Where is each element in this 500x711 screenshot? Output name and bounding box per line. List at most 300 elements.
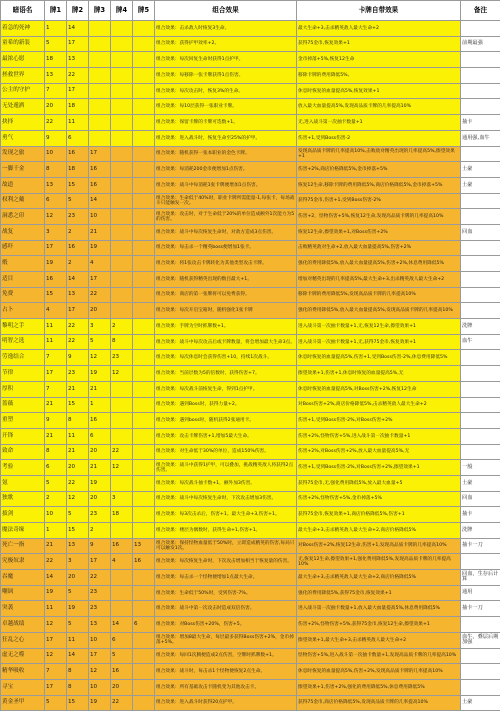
card-1: 4: [45, 303, 67, 319]
card-5: [133, 428, 155, 444]
note: 土豪: [461, 177, 500, 193]
table-row: [1, 570, 500, 586]
card-1: 10: [45, 146, 67, 162]
card-effect: 怪物伤害+5%,进入战斗第一次抽卡数量+1,发现高品质卡牌的几率提高10%: [297, 648, 461, 664]
card-2: 13: [67, 287, 89, 303]
combo-effect: 组合效果：每移除一张卡牌获得1点伤害。: [155, 68, 297, 84]
card-2: 18: [67, 99, 89, 115]
note: [461, 83, 500, 99]
header-name: 暗语名: [1, 1, 45, 21]
table-row: [1, 146, 500, 162]
table-row: [1, 99, 500, 115]
header-combo-effect: 组合效果: [155, 1, 297, 21]
card-effect: 放入最大血量提高5%,发现高品质卡牌的几率提高10%: [297, 99, 461, 115]
card-effect: 擦望效果+1,最大生命+3,击杀精英敌人最大生命+2: [297, 632, 461, 648]
card-1: 14: [45, 570, 67, 586]
card-effect: 发现高品质卡牌的几率提高10%,击败敌对精英出现的几率提高5%,擦望效果+1: [297, 146, 461, 162]
card-2: 13: [67, 52, 89, 68]
table-row: [1, 507, 500, 523]
table-row: [1, 397, 500, 413]
note: [461, 413, 500, 429]
card-1: 16: [45, 272, 67, 288]
card-effect: 擦望效果+1,伤害+2%,强化的费用降低5%,休息费用降低5%: [297, 679, 461, 695]
note: 一般: [461, 460, 500, 476]
card-1: 9: [45, 413, 67, 429]
card-5: [133, 491, 155, 507]
combo-effect: 组合效果：获得护甲效率+2。: [155, 36, 297, 52]
note: [461, 554, 500, 570]
card-2: 19: [67, 601, 89, 617]
card-5: [133, 632, 155, 648]
combo-effect: 组合效果：战斗时，每击杀1个怪物便恢复2点生命。: [155, 664, 297, 680]
card-5: [133, 444, 155, 460]
card-1: 17: [45, 366, 67, 382]
combo-effect: 组合效果：所有基础攻击卡随机变为其他攻击卡。: [155, 679, 297, 695]
combo-effect: 组合效果：每次攻击时，恢复3%的生命。: [155, 83, 297, 99]
card-effect: 强化的费用降低5%,放入最大血量提高5%,伤害+2%,休息费用降低5%: [297, 256, 461, 272]
card-effect: 伤害+1,受到Boss伤害-2%,对Boss伤害+2%,擦望效果+1: [297, 460, 461, 476]
table-row: [1, 68, 500, 84]
note: [461, 679, 500, 695]
card-3: [89, 130, 111, 146]
card-4: [111, 256, 133, 272]
note: 抽卡: [461, 115, 500, 131]
note: 抽卡一刀: [461, 538, 500, 554]
combo-name: 占卜: [1, 303, 45, 319]
header-card4: 牌4: [111, 1, 133, 21]
note: [461, 366, 500, 382]
card-effect: 获得75金币,无,强化费用降低5%,放入最大血量+5: [297, 475, 461, 491]
note: [461, 397, 500, 413]
note: 洗牌: [461, 523, 500, 539]
card-effect: 休息时恢复的血量提高5%,对Boss伤害+2%,恢复12生命: [297, 381, 461, 397]
combo-effect: 组合效果：每击杀一个怪物便增加1点最大生命。: [155, 570, 297, 586]
card-effect: 无,进入战斗第一次抽卡数量+1: [297, 115, 461, 131]
card-2: 5: [67, 617, 89, 633]
card-2: 21: [67, 381, 89, 397]
combo-name: 抉择: [1, 115, 45, 131]
card-4: [111, 52, 133, 68]
combo-name: 死亡一指: [1, 538, 45, 554]
combo-effect: 组合效果：生命低于50%时，受到伤害-7%。: [155, 585, 297, 601]
card-1: 21: [45, 428, 67, 444]
combo-name: 权利之戴: [1, 193, 45, 209]
card-1: 8: [45, 444, 67, 460]
card-5: [133, 21, 155, 37]
combo-name: 突袭: [1, 601, 45, 617]
table-row: [1, 366, 500, 382]
card-4: [111, 381, 133, 397]
card-3: 4: [89, 256, 111, 272]
card-effect: 进入战斗第一次抽卡数量+1,放入最大血量提高5%,休息费用降低5%: [297, 601, 461, 617]
card-effect: 移除卡牌的费用降低5%,发现高品质卡牌的几率提高10%: [297, 287, 461, 303]
card-effect: 获得75金币,恢复效果+1,商店价格降低5%,伤害+1: [297, 507, 461, 523]
card-5: [133, 475, 155, 491]
combo-effect: 组合效果：进入战斗时，恢复生命至25%的护甲。: [155, 130, 297, 146]
card-5: [133, 601, 155, 617]
card-2: 23: [67, 209, 89, 225]
card-effect: 伤害+2%,怪物伤害+5%,金币掉落+5%: [297, 491, 461, 507]
table-row: [1, 193, 500, 209]
combo-effect: 组合效果：攻击时，对于生命低于20%的单位造成额外1次能力为5的伤害。: [155, 209, 297, 225]
table-row: [1, 523, 500, 539]
table-row: [1, 679, 500, 695]
card-4: [111, 36, 133, 52]
card-effect: 最大生命+3,击杀精英敌人最大生命+2: [297, 21, 461, 37]
card-5: [133, 177, 155, 193]
note: [461, 444, 500, 460]
combo-name: 蔷薇: [1, 397, 45, 413]
card-4: 2: [111, 319, 133, 335]
note: 土豪: [461, 695, 500, 711]
note: [461, 52, 500, 68]
table-row: [1, 319, 500, 335]
card-2: 15: [67, 523, 89, 539]
card-2: 20: [67, 460, 89, 476]
card-4: 16: [111, 538, 133, 554]
combo-effect: 组合效果：每击杀一个精英boss便增加1张卡。: [155, 240, 297, 256]
card-4: 22: [111, 444, 133, 460]
combo-effect: 组合效果：当前层数为5的倍数时，获得伤害+7。: [155, 366, 297, 382]
table-row: [1, 130, 500, 146]
card-4: 3: [111, 491, 133, 507]
table-row: [1, 209, 500, 225]
combo-name: 最浓心愿: [1, 52, 45, 68]
combo-name: 重塑: [1, 413, 45, 429]
header-row: [1, 1, 500, 21]
card-5: [133, 319, 155, 335]
card-2: 11: [67, 115, 89, 131]
note: 血牛，叠层后期加强: [461, 632, 500, 648]
card-5: [133, 99, 155, 115]
card-5: [133, 664, 155, 680]
combo-effect: 组合效果：随机获得一张本职业的金色卡牌。: [155, 146, 297, 162]
card-1: 11: [45, 601, 67, 617]
card-3: 19: [89, 240, 111, 256]
card-4: 4: [111, 554, 133, 570]
card-1: 6: [45, 193, 67, 209]
card-effect: 恢复12生命,擦望效果+1,对Boss伤害+2%: [297, 224, 461, 240]
combo-effect: 组合效果：每次恢复生命时，下次攻击增加相当于恢复量的伤害。: [155, 554, 297, 570]
card-effect: 击败精英敌对生命+2,放入最大血量提高5%,伤害+2%: [297, 240, 461, 256]
combo-effect: 组合效果：攻击卡牌伤害+1,增加5最大生命。: [155, 428, 297, 444]
card-1: 15: [45, 287, 67, 303]
note: [461, 664, 500, 680]
card-3: [89, 99, 111, 115]
card-4: [111, 475, 133, 491]
card-2: 16: [67, 146, 89, 162]
card-4: [111, 146, 133, 162]
combo-name: 战复: [1, 224, 45, 240]
note: 抽卡: [461, 507, 500, 523]
combo-effect: 组合效果：增加8最大生命，每层最多获得Boss伤害+2%，金币掉落+5%。: [155, 632, 297, 648]
combo-name: 公主的守护: [1, 83, 45, 99]
note: [461, 648, 500, 664]
card-2: 2: [67, 256, 89, 272]
card-2: 16: [67, 240, 89, 256]
combo-effect: 组合效果：战斗中每次恢复生命时，对敌方造成3点伤害。: [155, 224, 297, 240]
card-2: 9: [67, 350, 89, 366]
card-1: 9: [45, 130, 67, 146]
card-2: 14: [67, 648, 89, 664]
table-row: [1, 224, 500, 240]
card-effect: 获得75金币,商店价格降低5%,发现高品质卡牌的几率提高10%: [297, 695, 461, 711]
combo-effect: 组合效果：每次休息时会获得伤害+10，持续1次战斗。: [155, 350, 297, 366]
card-2: 12: [67, 491, 89, 507]
card-4: [111, 287, 133, 303]
card-4: 12: [111, 366, 133, 382]
note: [461, 68, 500, 84]
note: [461, 381, 500, 397]
card-2: 8: [67, 664, 89, 680]
card-2: 6: [67, 130, 89, 146]
card-5: [133, 115, 155, 131]
card-4: [111, 177, 133, 193]
card-3: 16: [89, 413, 111, 429]
card-effect: 休息时恢复的血量提高5%,恢复效果+1: [297, 83, 461, 99]
card-effect: 对Boss伤害+2%,商店价格降低5%,击杀精英敌人最大生命+2: [297, 397, 461, 413]
combo-name: 勇气: [1, 130, 45, 146]
combo-effect: 组合效果：每次战斗前恢复生命，得到1点护甲。: [155, 381, 297, 397]
card-1: 7: [45, 350, 67, 366]
card-3: [89, 115, 111, 131]
card-5: [133, 68, 155, 84]
table-row: [1, 648, 500, 664]
combo-name: 无处遁洒: [1, 99, 45, 115]
combo-name: 童希的新装: [1, 36, 45, 52]
table-row: [1, 350, 500, 366]
table-row: [1, 21, 500, 37]
card-1: 8: [45, 162, 67, 178]
header-card5: 牌5: [133, 1, 155, 21]
card-2: 21: [67, 444, 89, 460]
card-3: 22: [89, 570, 111, 586]
card-effect: 伤害+1,受到Boss伤害-2: [297, 130, 461, 146]
combo-effect: 组合效果：进入战斗时获得20点护甲。: [155, 695, 297, 711]
card-3: 10: [89, 632, 111, 648]
card-3: 10: [89, 679, 111, 695]
note: 抽卡一刀: [461, 601, 500, 617]
combo-name: 精华吸收: [1, 664, 45, 680]
card-3: 23: [89, 585, 111, 601]
combo-name: 发现之旅: [1, 146, 45, 162]
card-2: 20: [67, 570, 89, 586]
card-3: 3: [89, 319, 111, 335]
combo-effect: 组合效果：每次回复生命时获得1点护甲。: [155, 52, 297, 68]
card-3: 10: [89, 209, 111, 225]
card-effect: 休息时恢复的血量提高5%,伤害+1,受到Boss伤害-2%,休息费用降低5%: [297, 350, 461, 366]
combo-name: 感吓: [1, 240, 45, 256]
card-effect: 恢复12生命,移除卡牌的费用降低5%,商店价格降低5%,金币掉落+5%: [297, 177, 461, 193]
combo-effect: 组合效果：对生命低于30%的单位，造成150%伤害。: [155, 444, 297, 460]
card-1: 1: [45, 21, 67, 37]
card-4: [111, 193, 133, 209]
combo-name: 独歌: [1, 491, 45, 507]
combo-name: 黎明之手: [1, 319, 45, 335]
card-4: 16: [111, 664, 133, 680]
card-5: 6: [133, 617, 155, 633]
combo-effect: 组合效果：将1张攻击卡牌转化为其他类型攻击卡牌。: [155, 256, 297, 272]
combo-effect: 组合效果：每次战斗抽卡数+1，额外加3伤害。: [155, 475, 297, 491]
note: 前期最强: [461, 36, 500, 52]
card-1: 11: [45, 334, 67, 350]
combo-effect: 组合效果：手牌为空时抓牌数+1。: [155, 319, 297, 335]
card-1: 7: [45, 664, 67, 680]
card-4: [111, 240, 133, 256]
card-2: 5: [67, 193, 89, 209]
card-5: [133, 303, 155, 319]
card-3: 21: [89, 381, 111, 397]
note: 血牛: [461, 334, 500, 350]
card-2: 22: [67, 334, 89, 350]
combo-name: 免费: [1, 287, 45, 303]
combo-effect: 组合效果：每次开启宝箱时，随机强化1张卡牌: [155, 303, 297, 319]
header-note: 备注: [461, 1, 500, 21]
card-3: 20: [89, 444, 111, 460]
card-1: 5: [45, 695, 67, 711]
combo-effect: 组合效果：战斗中每次恢复生命时，下次攻击增加3伤害。: [155, 491, 297, 507]
card-2: 8: [67, 679, 89, 695]
card-1: 12: [45, 648, 67, 664]
card-3: 19: [89, 475, 111, 491]
combo-effect: 组合效果：每回1次腾便造成2点伤害，空牌时抓牌数+1。: [155, 648, 297, 664]
card-2: 15: [67, 177, 89, 193]
card-4: 14: [111, 617, 133, 633]
combo-name: 拔剑: [1, 507, 45, 523]
note: [461, 303, 500, 319]
combo-name: 狂乱之心: [1, 632, 45, 648]
card-2: 22: [67, 475, 89, 491]
card-4: [111, 162, 133, 178]
card-1: 5: [45, 475, 67, 491]
card-3: 20: [89, 303, 111, 319]
table-row: [1, 240, 500, 256]
card-4: 23: [111, 350, 133, 366]
card-effect: 强化的费用降低5%,放入最大血量提高5%,发现高品质卡牌的几率提高10%: [297, 303, 461, 319]
table-row: [1, 381, 500, 397]
card-3: 14: [89, 193, 111, 209]
card-5: [133, 695, 155, 711]
card-2: 17: [67, 36, 89, 52]
card-5: [133, 83, 155, 99]
card-3: 17: [89, 272, 111, 288]
card-3: [89, 68, 111, 84]
card-1: 12: [45, 617, 67, 633]
combo-name: 煅: [1, 256, 45, 272]
card-5: 13: [133, 538, 155, 554]
card-3: [89, 21, 111, 37]
combo-name: 考验: [1, 460, 45, 476]
card-2: 18: [67, 162, 89, 178]
card-3: 9: [89, 538, 111, 554]
card-5: [133, 256, 155, 272]
card-4: 12: [111, 460, 133, 476]
card-2: 5: [67, 585, 89, 601]
table-row: [1, 413, 500, 429]
combo-name: 洞悉之印: [1, 209, 45, 225]
note: 土豪: [461, 475, 500, 491]
card-3: 22: [89, 287, 111, 303]
table-row: [1, 695, 500, 711]
card-5: [133, 209, 155, 225]
card-1: 12: [45, 209, 67, 225]
combo-effect: 组合效果：保持怪物血量低于50%时，立即造成精英的伤害,每局只可以触发1次。: [155, 538, 297, 554]
note: [461, 428, 500, 444]
card-effect: 擦望效果+1,伤害+1,休息时恢复的血量提高5%,无: [297, 366, 461, 382]
header-card3: 牌3: [89, 1, 111, 21]
card-4: [111, 209, 133, 225]
card-5: [133, 193, 155, 209]
card-1: 1: [45, 523, 67, 539]
note: 回血，生存后计算: [461, 570, 500, 586]
card-effect: 强化的费用降低5%,获得75金币,恢复效果+1: [297, 585, 461, 601]
card-5: [133, 146, 155, 162]
card-effect: 获得75金币,恢复效果+1: [297, 36, 461, 52]
note: 洗牌: [461, 319, 500, 335]
combo-name: 吞魔: [1, 570, 45, 586]
combo-name: 开锋: [1, 428, 45, 444]
note: [461, 287, 500, 303]
card-5: [133, 679, 155, 695]
header-card1: 牌1: [45, 1, 67, 21]
card-5: [133, 381, 155, 397]
card-3: [89, 52, 111, 68]
card-1: 13: [45, 177, 67, 193]
card-2: 11: [67, 632, 89, 648]
table-row: [1, 617, 500, 633]
card-5: [133, 334, 155, 350]
card-4: [111, 68, 133, 84]
card-3: 21: [89, 460, 111, 476]
card-1: 17: [45, 632, 67, 648]
card-1: 22: [45, 115, 67, 131]
table-row: [1, 83, 500, 99]
combo-name: 寻宝: [1, 679, 45, 695]
combo-effect: 组合效果：生命低于40%时，职业卡牌所需能量-1,每张卡，每场战斗只能触发一次。: [155, 193, 297, 209]
card-4: [111, 21, 133, 37]
card-3: 21: [89, 224, 111, 240]
combo-effect: 组合效果：商店的第一张牌将可以免费获得。: [155, 287, 297, 303]
card-4: [111, 115, 133, 131]
combo-effect: 组合效果：保留卡牌的卡牌可选数+1。: [155, 115, 297, 131]
card-5: [133, 224, 155, 240]
card-4: 22: [111, 695, 133, 711]
card-4: 20: [111, 679, 133, 695]
card-3: 20: [89, 491, 111, 507]
combo-name: 拯救世界: [1, 68, 45, 84]
combo-name: 魔法奇缘: [1, 523, 45, 539]
card-5: [133, 585, 155, 601]
card-1: 20: [45, 99, 67, 115]
combo-name: 致命: [1, 444, 45, 460]
card-effect: 进入战斗第一次抽卡数量+1,无,获得75金币,恢复效果+1: [297, 334, 461, 350]
card-3: 19: [89, 366, 111, 382]
card-effect: 对Boss伤害+2%,恢复12生命,伤害+1,发现高品质卡牌的几率提高10%: [297, 538, 461, 554]
card-4: [111, 413, 133, 429]
note: [461, 193, 500, 209]
card-5: [133, 648, 155, 664]
card-4: 8: [111, 334, 133, 350]
card-2: 8: [67, 413, 89, 429]
note: [461, 146, 500, 162]
combo-effect: 组合效果：战斗中每消耗1张卡牌便增加1点伤害。: [155, 177, 297, 193]
card-3: 5: [89, 334, 111, 350]
table-row: [1, 664, 500, 680]
card-effect: 伤害+1,受到Boss伤害-2%,对Boss伤害+2%: [297, 413, 461, 429]
card-4: [111, 99, 133, 115]
card-effect: 伤害+2%,怪物伤害+5%,获得75金币,恢复12生命,擦望效果+1: [297, 617, 461, 633]
combo-effect: 组合效果：对Boss伤害+20%，伤害+5。: [155, 617, 297, 633]
